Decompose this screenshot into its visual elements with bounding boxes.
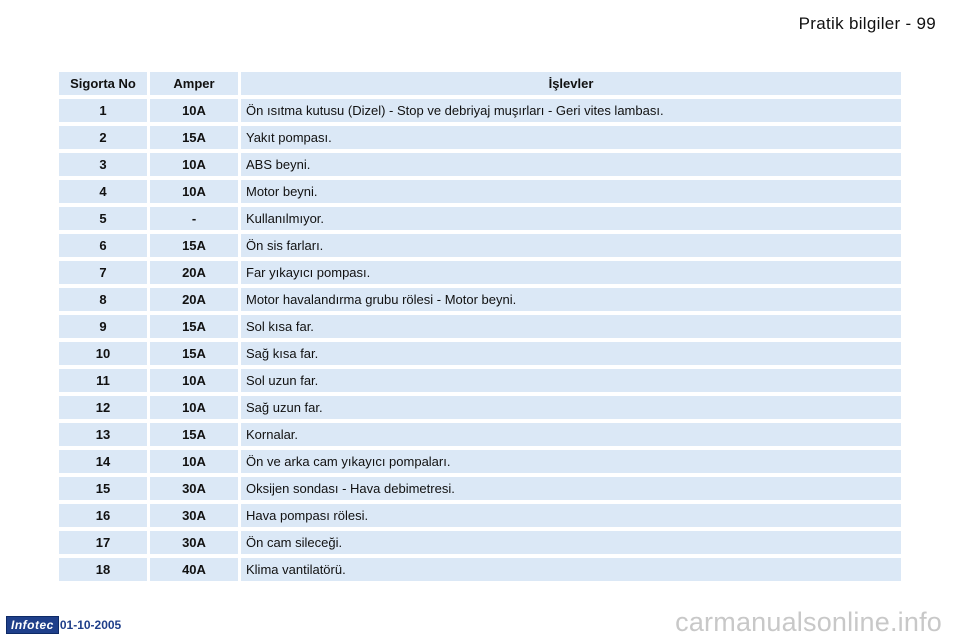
fuse-function: Ön sis farları. [241, 234, 901, 257]
fuse-function: Hava pompası rölesi. [241, 504, 901, 527]
fuse-amper: 15A [150, 126, 238, 149]
fuse-amper: 15A [150, 234, 238, 257]
table-row [59, 477, 901, 500]
page-title: Pratik bilgiler - 99 [798, 14, 936, 33]
fuse-amper: 10A [150, 99, 238, 122]
fuse-amper: 20A [150, 288, 238, 311]
watermark: carmanualsonline.info [675, 607, 942, 637]
fuse-function: Ön ısıtma kutusu (Dizel) - Stop ve debriyaj muşırları - Geri vites lambası. [241, 99, 901, 122]
table-row [59, 99, 901, 122]
fuse-number: 2 [59, 126, 147, 149]
fuse-function: Kullanılmıyor. [241, 207, 901, 230]
fuse-number: 10 [59, 342, 147, 365]
fuse-amper: 10A [150, 450, 238, 473]
fuse-function: Motor havalandırma grubu rölesi - Motor beyni. [241, 288, 901, 311]
fuse-function: Sol uzun far. [241, 369, 901, 392]
table-row [59, 288, 901, 311]
fuse-number: 8 [59, 288, 147, 311]
fuse-amper: 30A [150, 531, 238, 554]
fuse-number: 13 [59, 423, 147, 446]
fuse-amper: 40A [150, 558, 238, 581]
table-row [59, 234, 901, 257]
fuse-amper: 10A [150, 396, 238, 419]
table-row [59, 504, 901, 527]
fuse-function: Sağ uzun far. [241, 396, 901, 419]
header-amper: Amper [150, 72, 238, 95]
table-row [59, 153, 901, 176]
fuse-function: Far yıkayıcı pompası. [241, 261, 901, 284]
table-row [59, 126, 901, 149]
fuse-number: 16 [59, 504, 147, 527]
table-row [59, 207, 901, 230]
fuse-function: Yakıt pompası. [241, 126, 901, 149]
footer-date: 01-10-2005 [59, 618, 122, 632]
fuse-function: Kornalar. [241, 423, 901, 446]
header-functions: İşlevler [241, 72, 901, 95]
fuse-number: 6 [59, 234, 147, 257]
footer [6, 616, 121, 634]
fuse-function: Ön ve arka cam yıkayıcı pompaları. [241, 450, 901, 473]
table-row [59, 396, 901, 419]
fuse-function: Oksijen sondası - Hava debimetresi. [241, 477, 901, 500]
fuse-function: Klima vantilatörü. [241, 558, 901, 581]
fuse-amper: 15A [150, 342, 238, 365]
fuse-amper: 10A [150, 153, 238, 176]
table-row [59, 531, 901, 554]
infotec-logo: Infotec [6, 616, 59, 634]
fuse-number: 7 [59, 261, 147, 284]
fuse-function: Motor beyni. [241, 180, 901, 203]
table-header-row [59, 72, 901, 95]
fuse-amper: 15A [150, 423, 238, 446]
fuse-amper: 10A [150, 180, 238, 203]
fuse-amper: 20A [150, 261, 238, 284]
fuse-amper: 30A [150, 504, 238, 527]
fuse-amper: - [150, 207, 238, 230]
table-row [59, 369, 901, 392]
fuse-number: 12 [59, 396, 147, 419]
fuse-number: 1 [59, 99, 147, 122]
fuse-function: Ön cam sileceği. [241, 531, 901, 554]
table-row [59, 180, 901, 203]
fuse-amper: 10A [150, 369, 238, 392]
table-row [59, 342, 901, 365]
table-row [59, 558, 901, 581]
fuse-number: 17 [59, 531, 147, 554]
header-fuse-no: Sigorta No [59, 72, 147, 95]
fuse-function: Sağ kısa far. [241, 342, 901, 365]
table-row [59, 315, 901, 338]
fuse-number: 4 [59, 180, 147, 203]
fuse-amper: 30A [150, 477, 238, 500]
fuse-number: 15 [59, 477, 147, 500]
fuse-function: Sol kısa far. [241, 315, 901, 338]
table-row [59, 423, 901, 446]
fuse-table [56, 68, 904, 585]
fuse-number: 11 [59, 369, 147, 392]
fuse-number: 3 [59, 153, 147, 176]
fuse-number: 5 [59, 207, 147, 230]
fuse-amper: 15A [150, 315, 238, 338]
fuse-number: 9 [59, 315, 147, 338]
fuse-number: 14 [59, 450, 147, 473]
table-row [59, 261, 901, 284]
table-row [59, 450, 901, 473]
fuse-number: 18 [59, 558, 147, 581]
fuse-function: ABS beyni. [241, 153, 901, 176]
